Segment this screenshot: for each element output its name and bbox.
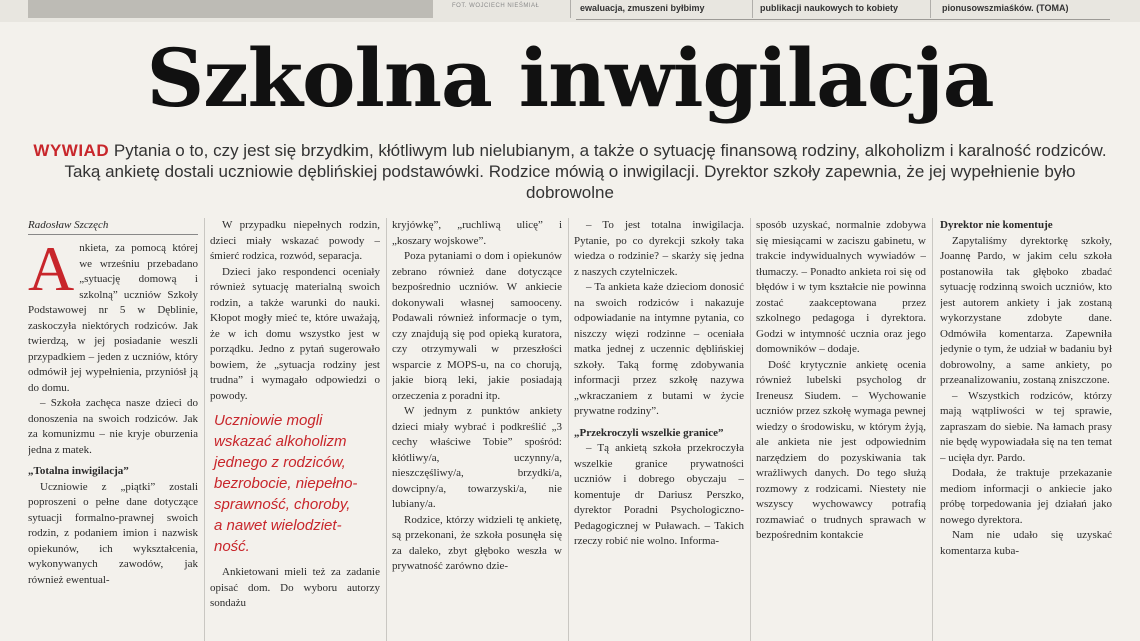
photo-credit: FOT. WOJCIECH NIEŚMIAŁ (452, 3, 540, 9)
paragraph: Rodzice, którzy widzieli tę ankietę, są przekonani, że szkoła posunęła się za daleko, zbyt głęboko weszła w prywatność zarówno dzie- (392, 513, 562, 572)
pull-quote-line: wskazać alkoholizm (214, 433, 347, 450)
pull-quote-line: Uczniowie mogli (214, 412, 323, 429)
subheading: „Przekroczyli wszelkie granice” (574, 426, 724, 439)
lead-kicker: WYWIAD (33, 141, 110, 160)
article-column-3 (392, 218, 562, 641)
paragraph: – Ta ankieta każe dzieciom donosić na swoich rodziców i nakazuje odpowiadanie na intymne pytania, co niszczy więzi rodzinne – oceniała matka jednej z uczennic dęblińskiej szkoły. Taką formę zdobywania informacji przez szkołę nazywa „wkraczaniem z butami w życie prywatne rodziny”. (574, 281, 744, 417)
byline: Radosław Szczęch (28, 218, 198, 235)
paragraph: Zapytaliśmy dyrektorkę szkoły, Joannę Pardo, w jakim celu szkoła postanowiła tak głęboko zbadać sytuację rodzinną swoich uczniów, kto jest autorem ankiety i jak zostaną wykorzystane zdobyte dane. Odmówiła komentarza. Zapewniła jedynie o tym, że udział w badaniu był dobrowolny, a same ankiety, po przeanalizowaniu, zostaną zniszczone. (940, 234, 1112, 386)
paragraph: Uczniowie z „piątki” zostali poproszeni o pełne dane dotyczące sytuacji formalno-prawnej swoich rodzin, z podaniem imion i nazwisk opiekunów, ich wykształcenia, wykonywanych zawodów, jak również ewentual- (28, 480, 198, 586)
subheading: Dyrektor nie komentuje (940, 219, 1053, 231)
article-column-1 (28, 218, 198, 641)
column-divider (752, 0, 753, 18)
subheading: „Totalna inwigilacja” (28, 465, 129, 477)
column-rule (386, 218, 387, 641)
lead-text: Pytania o to, czy jest się brzydkim, kłótliwym lub nielubianym, a także o sytuację finansową rodziny, alkoholizm i karalność rodziców. Taką ankietę dostali uczniowie dęblińskiej podstawówki. Rodzice mówią o inwigilacji. Dyrektor szkoły zapewnia, że jej wypełnienie było dobrowolne (64, 141, 1107, 202)
paragraph: – Tą ankietą szkoła przekroczyła wszelkie granice prywatności uczniów i dobrego obyczaju – komentuje dr Dariusz Perszko, dyrektor Poradni Psychologiczno-Pedagogicznej w Puławach. – Takich rzeczy robić nie wolno. Informa- (574, 442, 744, 547)
headline: Szkolna inwigilacja (146, 31, 994, 125)
pull-quote-line: jednego z rodziców, (214, 454, 346, 471)
top-strip (0, 0, 1140, 22)
paragraph: kryjówkę”, „ruchliwą ulicę” i „koszary wojskowe”. (392, 219, 562, 247)
photo-bar (28, 0, 433, 18)
article-column-6 (940, 218, 1112, 641)
top-snippet-3: pionusowszmiaśków. (TOMA) (942, 3, 1069, 13)
paragraph: sposób uzyskać, normalnie zdobywa się miesiącami w zaciszu gabinetu, w trakcie indywidualnych wywiadów – tłumaczy. – Ponadto ankieta roi się od błędów i w tym kształcie nie powinna zostać zaakceptowana przez szkolnego pedagoga i dyrektora. Godzi w intymność ucznia oraz jego domowników – dodaje. (756, 219, 926, 355)
top-rule (576, 19, 1110, 20)
article-column-2 (210, 218, 380, 641)
pull-quote-line: ność. (214, 538, 250, 555)
paragraph-text: nkieta, za pomocą której we wrześniu przebadano „sytuację domową i szkolną” uczniów Szkoły Podstawowej nr 5 w Dęblinie, zaskoczyła niektórych rodziców. Jak twierdzą, w jej posiadanie weszli przypadkiem – jeden z uczniów, który odmówił jej wypełnienia, przyniósł ją do domu. (28, 242, 198, 394)
pull-quote (210, 410, 380, 557)
column-rule (204, 218, 205, 641)
pull-quote-line: bezrobocie, niepełno- (214, 475, 358, 492)
pull-quote-line: a nawet wielodziet- (214, 517, 342, 534)
column-rule (932, 218, 933, 641)
paragraph (28, 233, 198, 396)
drop-cap: A (28, 233, 75, 304)
article-column-5 (756, 218, 926, 641)
paragraph: W przypadku niepełnych rodzin, dzieci miały wskazać powody – śmierć rodzica, rozwód, separacja. (210, 219, 380, 262)
column-rule (750, 218, 751, 641)
column-rule (568, 218, 569, 641)
paragraph: – Wszystkich rodziców, którzy mają wątpliwości w tej sprawie, zapraszam do siebie. Na łamach prasy nie będę wypowiadała się na ten temat – ucięła dyr. Pardo. (940, 389, 1112, 464)
paragraph: Nam nie udało się uzyskać komentarza kuba- (940, 529, 1112, 557)
paragraph: Ankietowani mieli też za zadanie opisać dom. Do wyboru autorzy sondażu (210, 566, 380, 609)
paragraph: – To jest totalna inwigilacja. Pytanie, po co dyrekcji szkoły taka wiedza o rodzinie? – skarży się jedna z naszych czytelniczek. (574, 219, 744, 278)
paragraph: Dzieci jako respondenci oceniały również sytuację materialną swoich rodzin, a także warunki do nauki. Kłopot mogły mieć te, które uważają, że w ich domu wszystko jest w porządku. Jedno z pytań sugerowało bowiem, że „sytuacja rodziny jest trudna” i wymagało odpowiedzi o powody. (210, 265, 380, 402)
top-snippet-2: publikacji naukowych to kobiety (760, 3, 899, 13)
pull-quote-line: sprawność, choroby, (214, 496, 351, 513)
article-column-4 (574, 218, 744, 641)
column-divider (930, 0, 931, 18)
paragraph: W jednym z punktów ankiety dzieci miały wybrać i podkreślić „3 cechy właściwe Tobie” spośród: kłótliwy/a, uczynny/a, nieszczęśliwy/a, brzydki/a, dowcipny/a, towarzyski/a, nie lubiany/a. (392, 405, 562, 510)
column-divider (570, 0, 571, 18)
lead-paragraph (26, 140, 1114, 203)
paragraph: Poza pytaniami o dom i opiekunów zebrano również dane dotyczące bezpośrednio uczniów. W ankiecie dokonywali własnej samooceny. Podawali również informacje o tym, czy znajdują się pod opieką kuratora, czy otrzymywali w przeszłości wsparcie z MOPS-u, na co chorują, jakie biorą leki, jakie posiadają orzeczenia z poradni itp. (392, 250, 562, 402)
paragraph: Dodała, że traktuje przekazanie mediom informacji o ankiecie jako próbę torpedowania jej działań jako nowego dyrektora. (940, 467, 1112, 526)
top-snippet-1: ewaluacja, zmuszeni byłbimy (580, 3, 705, 13)
paragraph: – Szkoła zachęca nasze dzieci do donoszenia na swoich rodziców. Jak za komunizmu – nie kryje oburzenia jedna z matek. (28, 397, 198, 456)
paragraph: Dość krytycznie ankietę ocenia również lubelski psycholog dr Ireneusz Siudem. – Wychowanie uczniów przez szkołę wymaga pewnej wiedzy o środowisku, w którym żyją, ale ankieta nie jest odpowiednim narzędziem do pozyskiwania tak wrażliwych danych. Do tego służą rozmowy z rodzicami. Niestety nie wszyscy wychowawcy potrafią rozmawiać o trudnych sprawach w bezpośrednim kontakcie (756, 358, 926, 541)
